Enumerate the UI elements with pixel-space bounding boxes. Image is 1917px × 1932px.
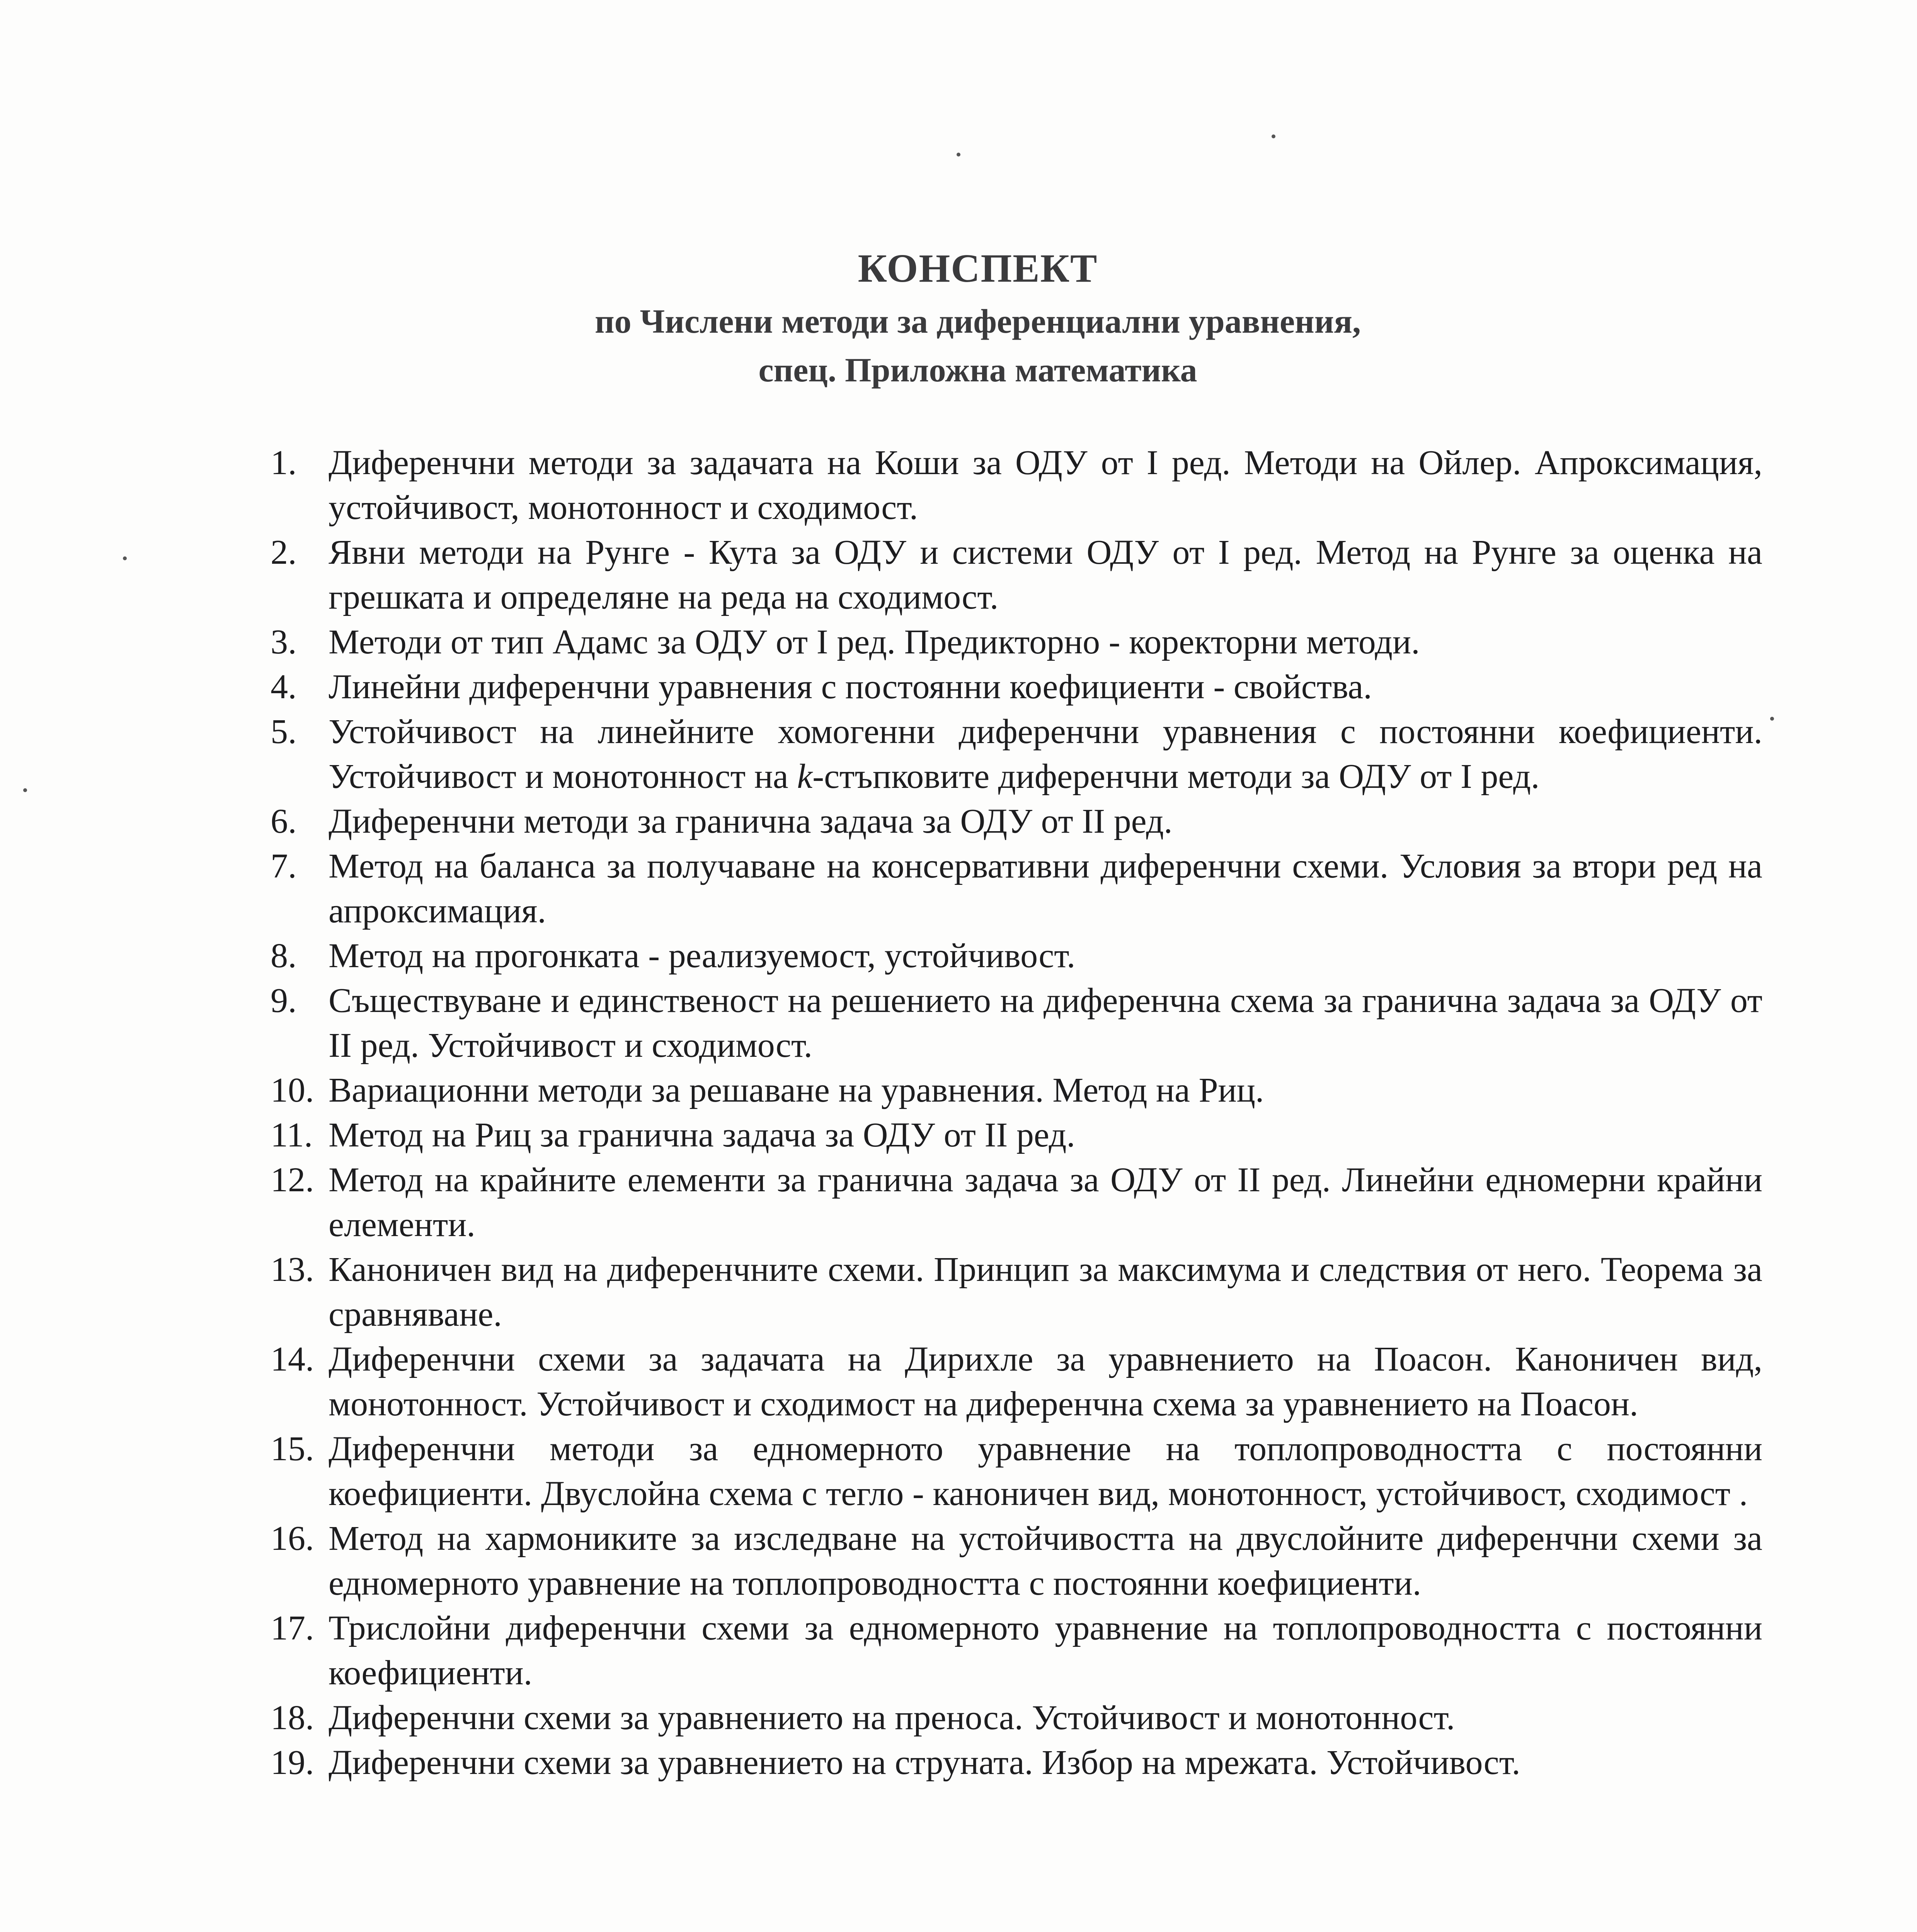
topic-number: 2. xyxy=(271,533,297,571)
topic-text: Съществуване и единственост на решението на диференчна схема за гранична задача за ОДУ от II ред. Устойчивост и сходимост. xyxy=(329,981,1762,1065)
topic-item xyxy=(271,1696,1762,1740)
scan-speck xyxy=(957,153,960,156)
topic-text: Трислойни диференчни схеми за едномерното уравнение на топлопроводността с постоянни коефициенти. xyxy=(329,1609,1762,1692)
topic-number: 15. xyxy=(271,1430,314,1468)
topic-item xyxy=(271,1337,1762,1427)
topic-text: Вариационни методи за решаване на уравнения. Метод на Риц. xyxy=(329,1071,1264,1109)
topic-item xyxy=(271,1158,1762,1247)
topic-text xyxy=(329,709,1762,799)
topic-text: Метод на прогонката - реализуемост, устойчивост. xyxy=(329,937,1076,975)
scan-speck xyxy=(1272,134,1275,138)
topic-number: 14. xyxy=(271,1340,314,1378)
topic-item xyxy=(271,934,1762,978)
topic-number: 19. xyxy=(271,1743,314,1782)
topic-item xyxy=(271,1606,1762,1696)
topic-item xyxy=(271,1740,1762,1785)
topic-text: Диференчни методи за едномерното уравнение на топлопроводността с постоянни коефициенти. Двуслойна схема с тегло - каноничен вид, монотонност, устойчивост, сходимост . xyxy=(329,1430,1762,1513)
document-header xyxy=(232,240,1724,395)
topic-item xyxy=(271,1113,1762,1158)
scan-speck xyxy=(23,788,27,792)
topic-item xyxy=(271,799,1762,844)
scan-speck xyxy=(123,556,127,560)
topic-item xyxy=(271,1247,1762,1337)
topic-text: Диференчни схеми за задачата на Дирихле за уравнението на Поасон. Каноничен вид, монотонност. Устойчивост и сходимост на диференчна схема за уравнението на Поасон. xyxy=(329,1340,1762,1423)
topic-number: 5. xyxy=(271,713,297,751)
topic-item xyxy=(271,709,1762,799)
topic-number: 13. xyxy=(271,1250,314,1289)
topic-text: Метод на Риц за гранична задача за ОДУ от II ред. xyxy=(329,1116,1075,1154)
topic-item xyxy=(271,665,1762,709)
topic-number: 16. xyxy=(271,1519,314,1558)
topic-text: Метод на баланса за получаване на консервативни диференчни схеми. Условия за втори ред на апроксимация. xyxy=(329,847,1762,930)
topic-text-part: -стъпковите диференчни методи за ОДУ от I ред. xyxy=(812,757,1540,796)
topic-text: Диференчни схеми за уравнението на преноса. Устойчивост и монотонност. xyxy=(329,1699,1455,1737)
document-title: КОНСПЕКТ xyxy=(858,246,1098,291)
topic-text: Диференчни схеми за уравнението на струната. Избор на мрежата. Устойчивост. xyxy=(329,1743,1520,1782)
topic-number: 17. xyxy=(271,1609,314,1647)
topic-item xyxy=(271,1068,1762,1113)
topic-text: Метод на крайните елементи за гранична задача за ОДУ от II ред. Линейни едномерни крайни елементи. xyxy=(329,1161,1762,1244)
topic-item xyxy=(271,1427,1762,1516)
topic-number: 3. xyxy=(271,623,297,661)
topics-list xyxy=(271,440,1762,1785)
topic-number: 10. xyxy=(271,1071,314,1109)
topic-number: 11. xyxy=(271,1116,313,1154)
specialty-title: спец. Приложна математика xyxy=(758,352,1197,389)
topic-item xyxy=(271,620,1762,665)
topic-text: Метод на хармониките за изследване на устойчивостта на двуслойните диференчни схеми за едномерното уравнение на топлопроводността с постоянни коефициенти. xyxy=(329,1519,1762,1602)
topic-text: Диференчни методи за задачата на Коши за ОДУ от I ред. Методи на Ойлер. Апроксимация, устойчивост, монотонност и сходимост. xyxy=(329,444,1762,527)
topic-number: 6. xyxy=(271,802,297,840)
topic-text: Линейни диференчни уравнения с постоянни коефициенти - свойства. xyxy=(329,668,1372,706)
topic-text: Методи от тип Адамс за ОДУ от I ред. Предикторно - коректорни методи. xyxy=(329,623,1420,661)
topic-text: Явни методи на Рунге - Кута за ОДУ и системи ОДУ от I ред. Метод на Рунге за оценка на грешката и определяне на реда на сходимост. xyxy=(329,533,1762,616)
topic-item xyxy=(271,844,1762,934)
topic-number: 4. xyxy=(271,668,297,706)
topic-number: 18. xyxy=(271,1699,314,1737)
topic-number: 9. xyxy=(271,981,297,1020)
topic-item xyxy=(271,978,1762,1068)
scan-speck xyxy=(1770,717,1774,721)
topic-item xyxy=(271,440,1762,530)
topic-number: 8. xyxy=(271,937,297,975)
course-title: по Числени методи за диференциални уравнения, xyxy=(594,303,1361,340)
topic-number: 1. xyxy=(271,444,297,482)
topic-text-italic-k: k xyxy=(797,757,813,796)
topic-number: 7. xyxy=(271,847,297,885)
topic-text-part: Устойчивост на линейните хомогенни диференчни уравнения с постоянни коефициенти. Устойчивост и монотонност на xyxy=(329,713,1762,796)
topic-item xyxy=(271,530,1762,620)
topic-text: Диференчни методи за гранична задача за ОДУ от II ред. xyxy=(329,802,1173,840)
topic-number: 12. xyxy=(271,1161,314,1199)
topic-item xyxy=(271,1516,1762,1606)
topic-text: Каноничен вид на диференчните схеми. Принцип за максимума и следствия от него. Теорема за сравняване. xyxy=(329,1250,1762,1333)
